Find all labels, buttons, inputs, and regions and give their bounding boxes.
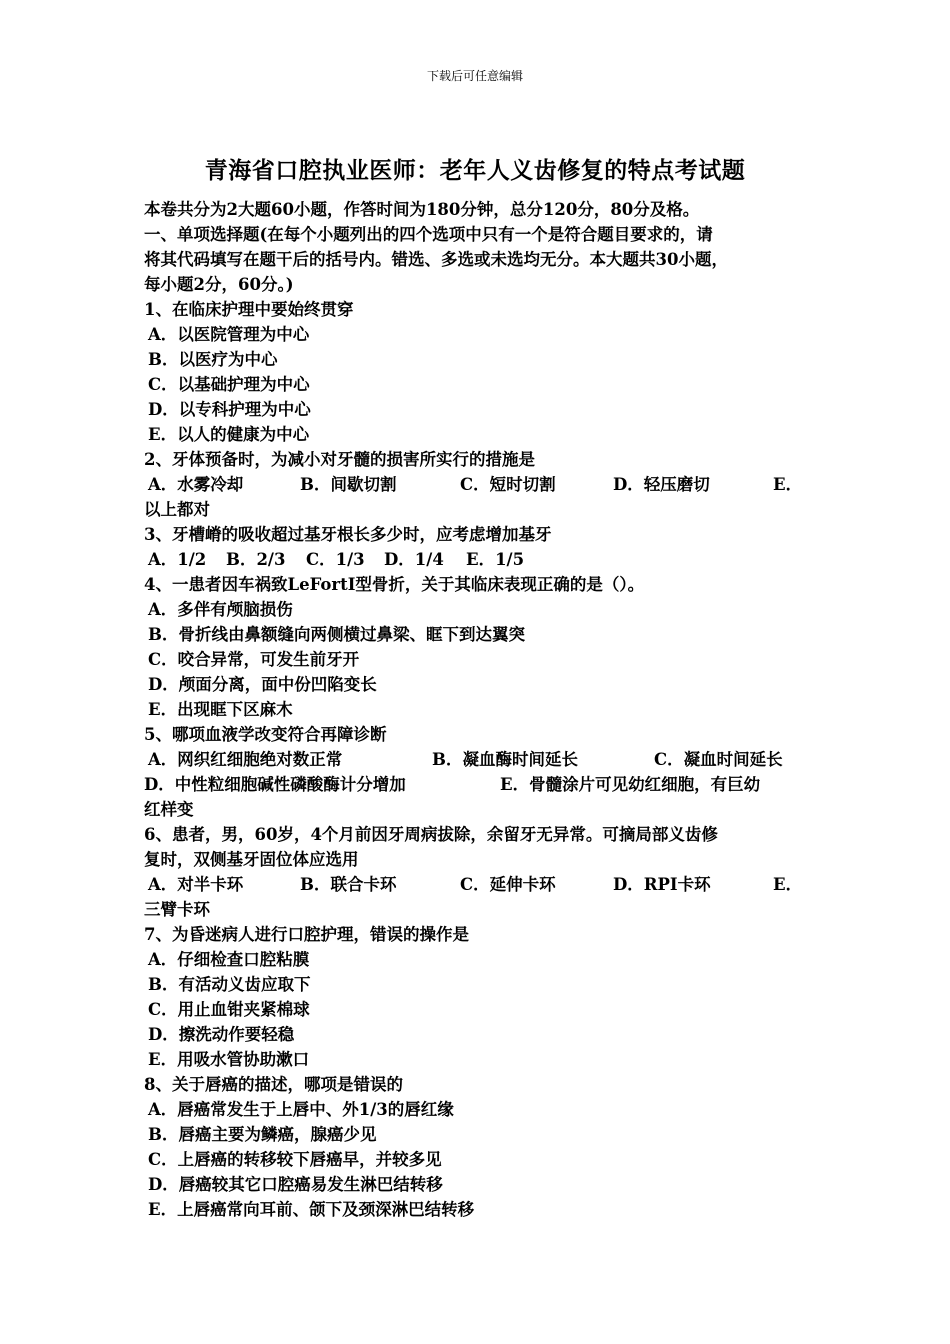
option-3a: A．1/2 (148, 550, 207, 569)
header-note: 下载后可任意编辑 (426, 69, 523, 83)
option-7e: E．用吸水管协助漱口 (148, 1050, 310, 1069)
option-7b: B．有活动义齿应取下 (148, 975, 311, 994)
option-5b: B．凝血酶时间延长 (432, 750, 578, 769)
option-5c: C．凝血时间延长 (654, 750, 783, 769)
option-5a: A．网织红细胞绝对数正常 (148, 750, 343, 769)
option-4b: B．骨折线由鼻额缝向两侧横过鼻梁、眶下到达翼突 (148, 625, 525, 644)
option-2b: B．间歇切割 (300, 475, 397, 494)
option-8e: E．上唇癌常向耳前、颌下及颈深淋巴结转移 (148, 1200, 475, 1219)
question-stem-1: 1、在临床护理中要始终贯穿 (144, 300, 354, 319)
section-heading-line-3: 每小题2分，60分。) (144, 275, 294, 294)
option-5e: E．骨髓涂片可见幼红细胞，有巨幼 (500, 775, 761, 794)
option-5e-continued: 红样变 (144, 800, 194, 819)
question-stem-2: 2、牙体预备时，为减小对牙髓的损害所实行的措施是 (144, 450, 535, 469)
question-stem-8: 8、关于唇癌的描述，哪项是错误的 (144, 1075, 403, 1094)
option-2e: E． (773, 475, 803, 494)
option-1c: C．以基础护理为中心 (148, 375, 310, 394)
option-8b: B．唇癌主要为鳞癌，腺癌少见 (148, 1125, 377, 1144)
option-5d: D．中性粒细胞碱性磷酸酶计分增加 (144, 775, 406, 794)
option-6e: E． (773, 875, 803, 894)
option-4c: C．咬合异常，可发生前牙开 (148, 650, 360, 669)
option-6a: A．对半卡环 (148, 875, 244, 894)
option-6c: C．延伸卡环 (460, 875, 556, 894)
option-8a: A．唇癌常发生于上唇中、外1/3的唇红缘 (148, 1100, 454, 1119)
option-2e-continued: 以上都对 (144, 500, 210, 519)
options-row-5b (144, 772, 824, 797)
option-1b: B．以医疗为中心 (148, 350, 278, 369)
option-7d: D．擦洗动作要轻稳 (148, 1025, 295, 1044)
option-7c: C．用止血钳夹紧棉球 (148, 1000, 310, 1019)
option-8d: D．唇癌较其它口腔癌易发生淋巴结转移 (148, 1175, 443, 1194)
option-8c: C．上唇癌的转移较下唇癌早，并较多见 (148, 1150, 442, 1169)
section-heading-line-1: 一、单项选择题(在每个小题列出的四个选项中只有一个是符合题目要求的，请 (144, 225, 713, 244)
question-stem-6-line-2: 复时，双侧基牙固位体应选用 (144, 850, 359, 869)
option-2a: A．水雾冷却 (148, 475, 244, 494)
options-row-5a (144, 747, 824, 772)
intro-text: 本卷共分为2大题60小题，作答时间为180分钟，总分120分，80分及格。 (144, 200, 700, 219)
question-stem-5: 5、哪项血液学改变符合再障诊断 (144, 725, 387, 744)
options-row-3 (144, 547, 824, 572)
option-2d: D．轻压磨切 (613, 475, 710, 494)
options-row-6 (144, 872, 824, 897)
option-3b: B．2/3 (226, 550, 286, 569)
option-1e: E．以人的健康为中心 (148, 425, 310, 444)
option-7a: A．仔细检查口腔粘膜 (148, 950, 310, 969)
question-stem-6-line-1: 6、患者，男，60岁，4个月前因牙周病拔除，余留牙无异常。可摘局部义齿修 (144, 825, 718, 844)
option-6e-continued: 三臂卡环 (144, 900, 210, 919)
option-6b: B．联合卡环 (300, 875, 397, 894)
question-stem-7: 7、为昏迷病人进行口腔护理，错误的操作是 (144, 925, 469, 944)
option-4d: D．颅面分离，面中份凹陷变长 (148, 675, 377, 694)
option-4e: E．出现眶下区麻木 (148, 700, 293, 719)
option-3c: C．1/3 (306, 550, 365, 569)
question-stem-3: 3、牙槽嵴的吸收超过基牙根长多少时，应考虑增加基牙 (144, 525, 552, 544)
option-6d: D．RPI卡环 (613, 875, 711, 894)
document-body (144, 197, 824, 1222)
option-1d: D．以专科护理为中心 (148, 400, 311, 419)
options-row-2 (144, 472, 824, 497)
option-2c: C．短时切割 (460, 475, 556, 494)
option-3d: D．1/4 (384, 550, 444, 569)
option-4a: A．多伴有颅脑损伤 (148, 600, 293, 619)
option-1a: A．以医院管理为中心 (148, 325, 310, 344)
section-heading-line-2: 将其代码填写在题干后的括号内。错选、多选或未选均无分。本大题共30小题， (144, 250, 728, 269)
page-title: 青海省口腔执业医师：老年人义齿修复的特点考试题 (204, 158, 746, 184)
question-stem-4: 4、一患者因车祸致LeFortI型骨折，关于其临床表现正确的是（）。 (144, 575, 645, 594)
option-3e: E．1/5 (466, 550, 525, 569)
